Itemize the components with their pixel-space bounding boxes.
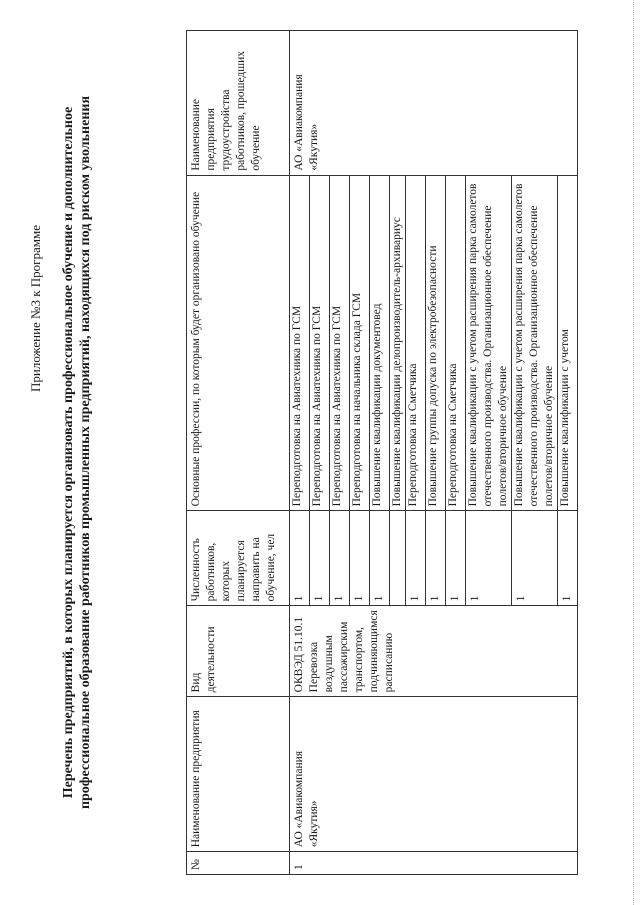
header-activity-kind: Вид деятельности — [187, 606, 290, 697]
row-count: 1 — [290, 511, 310, 606]
row-count: 1 — [426, 511, 446, 606]
header-employer: Наименование предприятия трудоустройства работников, прошедших обучение — [187, 31, 290, 176]
row-count: 1 — [350, 511, 370, 606]
header-professions: Основные профессии, по которым будет организовано обучение — [187, 175, 290, 511]
row-count: 1 — [406, 511, 426, 606]
row-profession: Повышение квалификации документовед — [370, 175, 390, 511]
header-enterprise-name: Наименование предприятия — [187, 697, 290, 852]
header-no: № — [187, 852, 290, 875]
row-count — [390, 511, 406, 606]
row-profession: Повышение квалификации с учетом расширения парка самолетов отечественного производства. Организационное обеспечение полетов/вторичное обучение — [466, 175, 512, 511]
title-line-1: Перечень предприятий, в которых планируется организовать профессиональное обучение и дополнительное — [61, 106, 76, 799]
row-count: 1 — [446, 511, 466, 606]
row-count: 1 — [558, 511, 578, 606]
row-count: 1 — [370, 511, 390, 606]
row-profession: Повышение квалификации с учетом — [558, 175, 578, 511]
header-worker-count: Численность работников, которых планируется направить на обучение, чел — [187, 511, 290, 606]
row-profession: Переподготовка на Авиатехника по ГСМ — [330, 175, 350, 511]
row-profession: Повышение квалификации с учетом расширения парка самолетов отечественного производства. Организационное обеспечение полетов/вторичное обучение — [512, 175, 558, 511]
document-title — [60, 40, 94, 865]
page-edge-dots — [633, 0, 634, 905]
row-profession: Повышение группы допуска по электробезопасности — [426, 175, 446, 511]
row-profession: Повышение квалификации делопроизводитель-архивариус — [390, 175, 406, 511]
row-employer: АО «Авиакомпания «Якутия» — [290, 31, 578, 176]
row-number: 1 — [290, 852, 578, 875]
row-enterprise-name: АО «Авиакомпания «Якутия» — [290, 697, 578, 852]
row-count: 1 — [330, 511, 350, 606]
enterprises-table — [186, 30, 578, 875]
row-profession: Переподготовка на Авиатехника по ГСМ — [290, 175, 310, 511]
appendix-label: Приложение №3 к Программе — [28, 225, 43, 392]
row-profession: Переподготовка на Авиатехника по ГСМ — [310, 175, 330, 511]
table-row — [290, 31, 310, 875]
row-count: 1 — [310, 511, 330, 606]
row-count: 1 — [466, 511, 512, 606]
row-activity-kind: ОКВЭД 51.10.1 Перевозка воздушным пассажирским транспортом, подчиняющимся расписанию — [290, 606, 578, 697]
row-count: 1 — [512, 511, 558, 606]
row-profession: Переподготовка на Сметчика — [406, 175, 426, 511]
row-profession: Переподготовка на Сметчика — [446, 175, 466, 511]
table-header-row — [187, 31, 290, 875]
title-line-2: профессиональное образование работников промышленных предприятий, находящихся под риском увольнения — [78, 95, 93, 810]
row-profession: Переподготовка на начальника склада ГСМ — [350, 175, 370, 511]
